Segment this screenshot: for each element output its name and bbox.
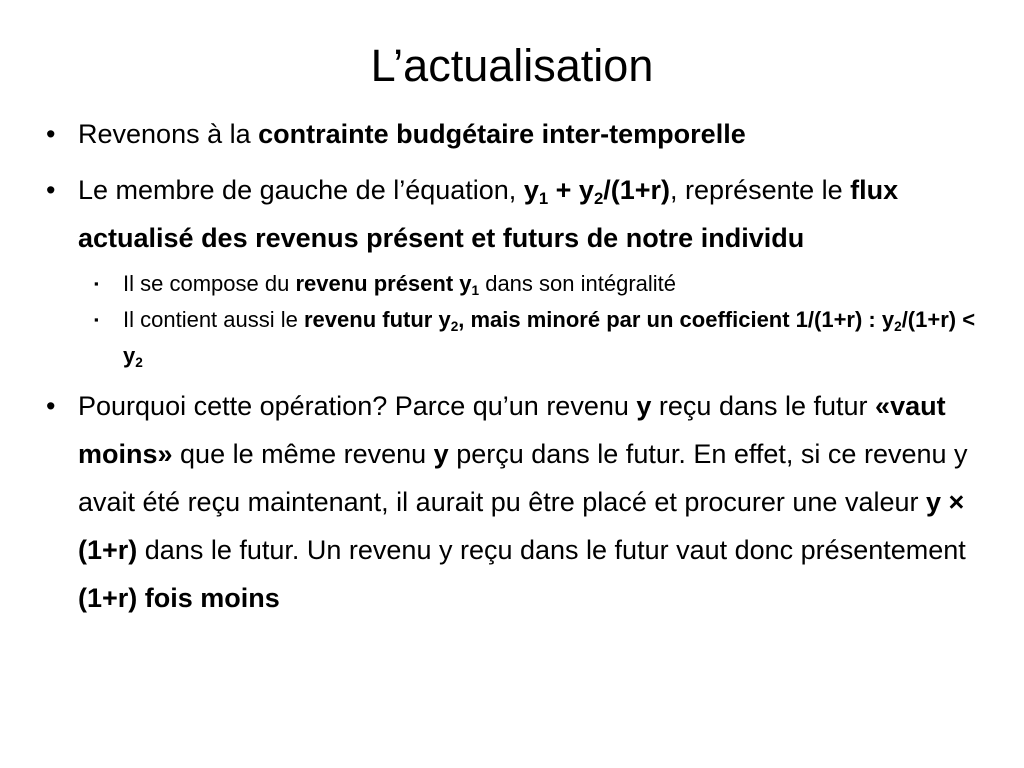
subscript-2: 2 [894,319,902,335]
coefficient-text: , mais minoré par un coefficient 1/(1+r) : y [458,307,895,332]
bullet-text: que le même revenu [172,439,434,469]
subscript-2: 2 [135,355,143,371]
inequality-text: /(1+r) < y [123,307,976,368]
bullet-icon: • [46,391,56,421]
equation-plus-y2: + y [548,175,594,205]
subbullet-bold-text [295,271,480,299]
bullet-bold-text: y × (1+r) [78,487,965,565]
slide-title: L’actualisation [370,40,654,91]
spacer [46,374,986,382]
subbullet-text: dans son intégralité [479,271,676,296]
bullet-text: perçu dans le futur. En effet, si ce revenu y avait été reçu maintenant, il aurait pu être placé et procurer une valeur [78,439,968,517]
bullet-bold-text: «vaut moins» [78,391,946,469]
slide-content [46,110,986,622]
bullet-text: reçu dans le futur [651,391,876,421]
bullet-text: , représente le [670,175,851,205]
bullet-bold-text: y [433,439,449,469]
bullet-bold-text: flux actualisé des revenus présent et futurs de notre individu [78,175,899,253]
equation-subscript-1: 1 [538,189,549,209]
square-bullet-icon: ▪ [94,276,99,291]
bullet-text: Le membre de gauche de l’équation, [78,175,524,205]
subbullet-text: Il se compose du [123,271,296,296]
equation-subscript-2: 2 [593,189,604,209]
equation-y1: y [523,175,539,205]
bullet-bold-text: (1+r) fois moins [78,583,280,613]
bullet-text: Pourquoi cette opération? Parce qu’un revenu [78,391,637,421]
bullet-text: Revenons à la [78,119,259,149]
equation-rest: /(1+r) [603,175,671,205]
spacer [46,158,986,166]
bullet-icon: • [46,119,56,149]
subbullet-item-present-income [46,266,986,302]
bullet-item-budget-constraint [46,110,986,158]
equation-text [523,175,671,209]
bullet-bold-text: contrainte budgétaire inter-temporelle [258,119,746,149]
future-income-label: revenu futur y [303,307,451,332]
bullet-item-left-member [46,166,986,262]
square-bullet-icon: ▪ [94,312,99,327]
bullet-text: dans le futur. Un revenu y reçu dans le futur vaut donc présentement [137,535,966,565]
present-income-label: revenu présent y [295,271,472,296]
subbullet-text: Il contient aussi le [123,307,304,332]
bullet-icon: • [46,175,56,205]
bullet-item-why [46,382,986,622]
subbullet-item-future-income [46,302,986,374]
subscript-1: 1 [471,283,480,299]
subscript-2: 2 [450,319,459,335]
bullet-bold-text: y [636,391,652,421]
